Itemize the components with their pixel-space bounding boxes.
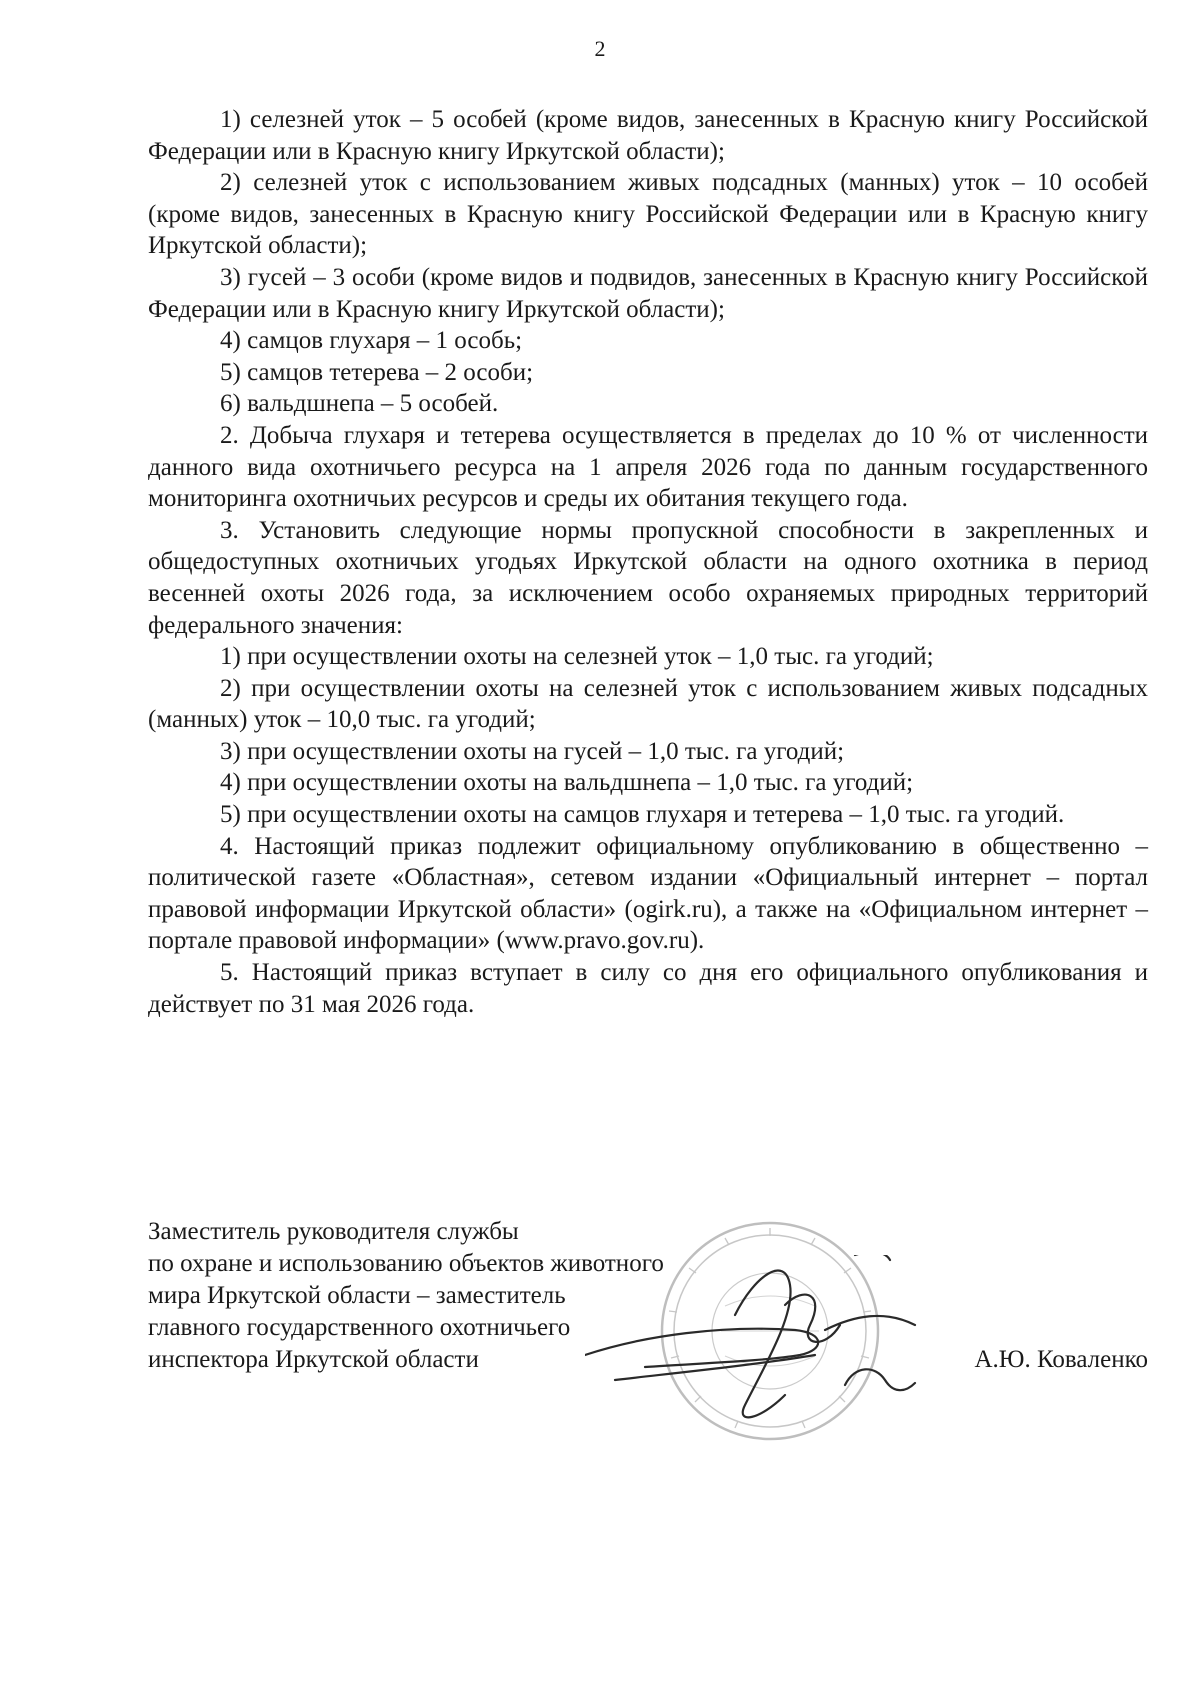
- paragraph: 4) самцов глухаря – 1 особь;: [220, 327, 523, 355]
- paragraph: 3) при осуществлении охоты на гусей – 1,0 тыс. га угодий;: [220, 737, 845, 765]
- signer-position-line: инспектора Иркутской области: [148, 1346, 479, 1373]
- paragraph: 1) селезней уток – 5 особей (кроме видов, занесенных в Красную книгу Российской Федерации или в Красную книгу Иркутской области);: [148, 106, 1148, 165]
- page-number: 2: [594, 36, 606, 61]
- paragraph: 2. Добыча глухаря и тетерева осуществляется в пределах до 10 % от численности данного вида охотничьего ресурса на 1 апреля 2026 года по данным государственного мониторинга охотничьих ресурсов и среды их обитания текущего года.: [148, 421, 1148, 513]
- paragraph: 1) при осуществлении охоты на селезней уток – 1,0 тыс. га угодий;: [220, 643, 934, 671]
- signer-position-line: главного государственного охотничьего: [148, 1314, 571, 1341]
- signer-position-line: мира Иркутской области – заместитель: [148, 1282, 566, 1309]
- paragraph: 3. Установить следующие нормы пропускной способности в закрепленных и общедоступных охотничьих угодьях Иркутской области на одного охотника в период весенней охоты 2026 года, за исключением особо охраняемых природных территорий федерального значения:: [148, 516, 1148, 639]
- paragraph: 5) самцов тетерева – 2 особи;: [220, 358, 534, 386]
- paragraph: 4. Настоящий приказ подлежит официальному опубликованию в общественно – политической газете «Областная», сетевом издании «Официальный интернет – портал правовой информации Иркутской области» (ogirk.ru), а также на «Официальном интернет – портале правовой информации» (www.pravo.gov.ru).: [148, 832, 1148, 955]
- signer-name: А.Ю. Коваленко: [974, 1346, 1148, 1373]
- paragraph: 4) при осуществлении охоты на вальдшнепа – 1,0 тыс. га угодий;: [220, 769, 914, 797]
- paragraph: 6) вальдшнепа – 5 особей.: [220, 390, 499, 418]
- paragraph: 5. Настоящий приказ вступает в силу со дня его официального опубликования и действует по 31 мая 2026 года.: [148, 959, 1148, 1018]
- document-body: [148, 104, 1148, 1020]
- signer-position-line: по охране и использованию объектов животного: [148, 1250, 664, 1277]
- paragraph: 5) при осуществлении охоты на самцов глухаря и тетерева – 1,0 тыс. га угодий.: [220, 801, 1065, 829]
- paragraph: 3) гусей – 3 особи (кроме видов и подвидов, занесенных в Красную книгу Российской Федерации или в Красную книгу Иркутской области);: [148, 263, 1148, 323]
- paragraph: 2) при осуществлении охоты на селезней уток с использованием живых подсадных (манных) уток – 10,0 тыс. га угодий;: [148, 674, 1148, 734]
- handwritten-signature-icon: [585, 1255, 945, 1435]
- paragraph: 2) селезней уток с использованием живых подсадных (манных) уток – 10 особей (кроме видов, занесенных в Красную книгу Российской Федерации или в Красную книгу Иркутской области);: [148, 169, 1148, 260]
- signer-position-line: Заместитель руководителя службы: [148, 1218, 519, 1245]
